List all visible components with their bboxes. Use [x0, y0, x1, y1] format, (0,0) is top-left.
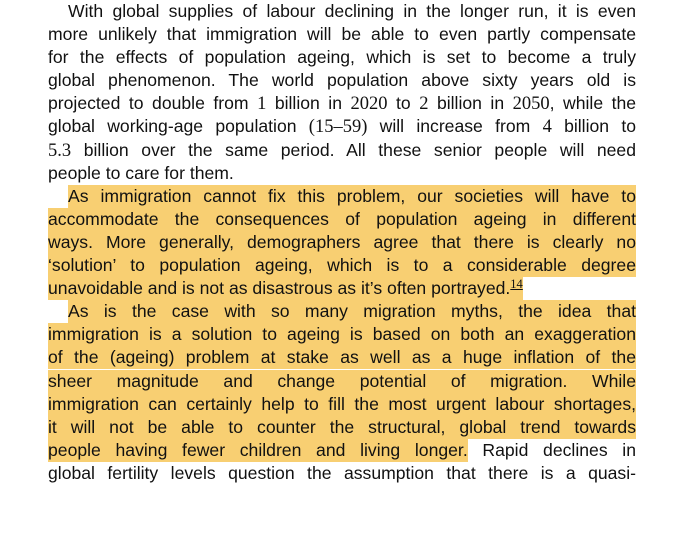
text-line: global fertility levels question the assumption that there is a quasi-: [48, 462, 636, 483]
text-line: [48, 370, 636, 393]
text-line: [48, 231, 636, 254]
highlight: it will not be able to counter the structural, global trend towards: [48, 416, 636, 437]
text-line: With global supplies of labour declining in the longer run, it is even: [68, 1, 636, 21]
paragraph-3-highlighted: [48, 300, 636, 485]
document-page: [48, 0, 636, 485]
highlight: ‘solution’ to population ageing, which is to a considerable degree: [48, 255, 636, 276]
highlight: immigration can certainly help to fill the most urgent labour shortages,: [48, 393, 636, 414]
text-line: [48, 208, 636, 231]
highlight: As immigration cannot fix this problem, our societies will have to: [68, 185, 636, 206]
text-line: [48, 323, 636, 346]
text-line: [48, 393, 636, 416]
text-line: [48, 185, 636, 208]
highlight: unavoidable and is not as disastrous as it’s often portrayed.$^{14}$: [48, 277, 523, 299]
text-line: more unlikely that immigration will be able to even partly compensate: [48, 24, 636, 45]
text-line: [48, 346, 636, 369]
highlight: of the (ageing) problem at stake as well as a huge inflation of the: [48, 347, 636, 368]
text-line: for the effects of population ageing, which is set to become a truly: [48, 47, 636, 68]
highlight: immigration is a solution to ageing is based on both an exaggeration: [48, 324, 636, 345]
paragraph-1: [48, 0, 636, 185]
text-line: global phenomenon. The world population above sixty years old is: [48, 70, 636, 91]
footnote-link[interactable]: 14: [510, 277, 523, 292]
text-line: [48, 416, 636, 439]
text-line: [48, 300, 636, 323]
highlight: people having fewer children and living longer.: [48, 439, 468, 460]
text-line: people to care for them.: [48, 162, 234, 183]
highlight: ways. More generally, demographers agree that there is clearly no: [48, 231, 636, 252]
text-line: projected to double from 1 billion in 2020 to 2 billion in 2050, while the: [48, 93, 637, 115]
text-line: global working-age population (15–59) will increase from 4 billion to: [48, 116, 637, 138]
paragraph-2-highlighted: [48, 185, 636, 300]
text-line: [48, 254, 636, 277]
highlight: sheer magnitude and change potential of migration. While: [48, 370, 636, 391]
text-line: 5.3 billion over the same period. All these senior people will need: [48, 139, 636, 161]
highlight: accommodate the consequences of population ageing in different: [48, 208, 636, 229]
text-line: people having fewer children and living longer. Rapid declines in: [48, 439, 636, 460]
text-line: [48, 277, 636, 300]
highlight: As is the case with so many migration myths, the idea that: [68, 301, 636, 322]
